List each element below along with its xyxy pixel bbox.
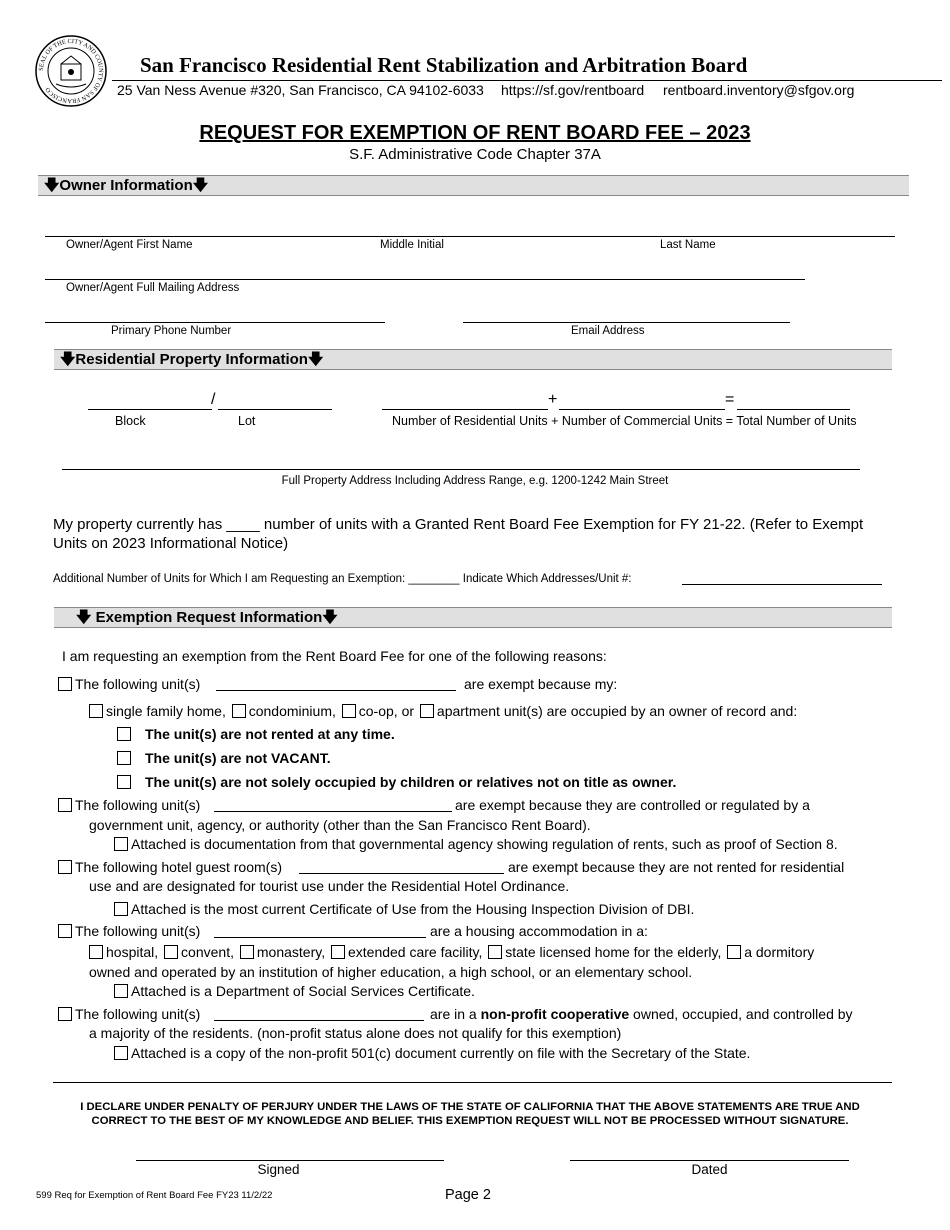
reason-cooperative-checkbox[interactable] (58, 1007, 72, 1021)
reason-hotel-label: The following hotel guest room(s) (75, 859, 282, 875)
last-name-label: Last Name (660, 239, 716, 251)
page-number: Page 2 (445, 1187, 491, 1203)
reason-owner-occupied-label: The following unit(s) (75, 676, 201, 692)
additional-units-text: Additional Number of Units for Which I am Requesting an Exemption: ________ Indicate Which Addresses/Unit #: (53, 573, 632, 585)
signature-field[interactable] (136, 1160, 444, 1161)
property-section-header: 🡇Residential Property Information🡇 (54, 349, 892, 370)
reason-hotel-row (58, 859, 282, 875)
apartment-label: apartment unit(s) are occupied by an owner of record and: (436, 703, 798, 719)
not-relatives-label: The unit(s) are not solely occupied by children or relatives not on title as owner. (145, 774, 677, 790)
reason-hotel-checkbox[interactable] (58, 860, 72, 874)
hospital-label: hospital, (106, 944, 159, 960)
reason-housing-accommodation-label: The following unit(s) (75, 923, 201, 939)
first-name-label: Owner/Agent First Name (66, 239, 193, 251)
unit-number-field[interactable] (682, 584, 882, 585)
lot-label: Lot (238, 414, 256, 428)
cooperative-attachment-label: Attached is a copy of the non-profit 501(c) document currently on file with the Secretary of the State. (131, 1045, 751, 1061)
header-rule (112, 80, 942, 81)
plus-sign: + (548, 391, 558, 408)
reason-government-label-2: are exempt because they are controlled or regulated by a (455, 797, 810, 813)
not-vacant-row (117, 750, 331, 766)
property-address-field[interactable] (62, 469, 860, 470)
reason-owner-occupied-row (58, 676, 200, 692)
reason-housing-accommodation-checkbox[interactable] (58, 924, 72, 938)
cooperative-attachment-checkbox[interactable] (114, 1046, 128, 1060)
middle-initial-label: Middle Initial (380, 239, 444, 251)
city-seal-icon (34, 34, 108, 108)
block-field[interactable] (88, 409, 212, 410)
not-vacant-label: The unit(s) are not VACANT. (145, 750, 331, 766)
email-field[interactable] (463, 322, 790, 323)
cooperative-attachment-row (114, 1045, 750, 1061)
phone-label: Primary Phone Number (111, 325, 232, 337)
block-lot-separator: / (211, 391, 216, 408)
facility-type-label-3: owned and operated by an institution of higher education, a high school, or an elementary school. (89, 964, 693, 980)
not-rented-label: The unit(s) are not rented at any time. (145, 726, 395, 742)
reason-cooperative-label: The following unit(s) (75, 1006, 201, 1022)
government-attachment-label: Attached is documentation from that governmental agency showing regulation of rents, such as proof of Section 8. (131, 836, 838, 852)
social-services-attachment-row (114, 983, 475, 999)
units-label: Number of Residential Units + Number of Commercial Units = Total Number of Units (392, 414, 857, 428)
declaration-line-1: I DECLARE UNDER PENALTY OF PERJURY UNDER THE LAWS OF THE STATE OF CALIFORNIA THAT THE ABOVE STATEMENTS ARE TRUE AND (80, 1101, 860, 1113)
form-title: REQUEST FOR EXEMPTION OF RENT BOARD FEE – 2023 (199, 122, 751, 144)
reason-cooperative-label-3: a majority of the residents. (non-profit status alone does not qualify for this exemption) (89, 1025, 622, 1041)
condominium-checkbox[interactable] (232, 704, 246, 718)
exemption-intro: I am requesting an exemption from the Rent Board Fee for one of the following reasons: (62, 648, 607, 664)
single-family-checkbox[interactable] (89, 704, 103, 718)
dormitory-label: a dormitory (744, 944, 815, 960)
government-attachment-row (114, 836, 838, 852)
form-identifier: 599 Req for Exemption of Rent Board Fee FY23 11/2/22 (36, 1190, 273, 1201)
residential-units-field[interactable] (382, 409, 548, 410)
phone-field[interactable] (45, 322, 385, 323)
government-units-field[interactable] (214, 811, 452, 812)
granted-exemption-text: My property currently has ____ number of units with a Granted Rent Board Fee Exemption for FY 21-22. (Refer to Exempt (53, 516, 864, 533)
cooperative-text-c: owned, occupied, and controlled by (633, 1006, 853, 1022)
not-relatives-checkbox[interactable] (117, 775, 131, 789)
lot-field[interactable] (218, 409, 332, 410)
property-type-row (89, 703, 797, 719)
section-divider (53, 1082, 892, 1083)
government-attachment-checkbox[interactable] (114, 837, 128, 851)
reason-government-checkbox[interactable] (58, 798, 72, 812)
hotel-rooms-field[interactable] (299, 873, 504, 874)
convent-checkbox[interactable] (164, 945, 178, 959)
monastery-label: monastery, (256, 944, 326, 960)
reason-housing-accommodation-label-2: are a housing accommodation in a: (430, 923, 648, 939)
elderly-home-checkbox[interactable] (488, 945, 502, 959)
reason-government-label-3: government unit, agency, or authority (other than the San Francisco Rent Board). (89, 817, 591, 833)
equals-sign: = (725, 391, 735, 408)
condominium-label: condominium, (248, 703, 336, 719)
social-services-attachment-label: Attached is a Department of Social Services Certificate. (131, 983, 475, 999)
elderly-home-label: state licensed home for the elderly, (505, 944, 722, 960)
not-rented-row (117, 726, 395, 742)
board-website-link[interactable]: https://sf.gov/rentboard (501, 82, 645, 98)
seal-lettering: SEAL OF THE CITY AND COUNTY OF SAN FRANCISCO (37, 37, 105, 105)
board-email-link[interactable]: rentboard.inventory@sfgov.org (663, 82, 855, 98)
granted-exemption-text-2: Units on 2023 Informational Notice) (53, 535, 289, 552)
commercial-units-field[interactable] (559, 409, 725, 410)
cooperative-text-a: are in a (430, 1006, 477, 1022)
hotel-attachment-label: Attached is the most current Certificate of Use from the Housing Inspection Division of DBI. (131, 901, 695, 917)
extended-care-label: extended care facility, (347, 944, 483, 960)
reason-owner-occupied-label-2: are exempt because my: (464, 676, 618, 692)
signed-label: Signed (257, 1162, 300, 1177)
social-services-attachment-checkbox[interactable] (114, 984, 128, 998)
extended-care-checkbox[interactable] (331, 945, 345, 959)
owner-name-field[interactable] (45, 236, 895, 237)
hotel-attachment-checkbox[interactable] (114, 902, 128, 916)
owner-section-header: 🡇Owner Information🡇 (38, 175, 909, 196)
exemption-section-header: 🡇 Exemption Request Information🡇 (54, 607, 892, 628)
board-name: San Francisco Residential Rent Stabilization and Arbitration Board (140, 53, 748, 77)
hotel-attachment-row (114, 901, 694, 917)
board-address: 25 Van Ness Avenue #320, San Francisco, CA 94102-6033 (117, 82, 484, 98)
apartment-checkbox[interactable] (420, 704, 434, 718)
reason-housing-accommodation-row (58, 923, 200, 939)
reason-government-row (58, 797, 200, 813)
single-family-label: single family home, (106, 703, 226, 719)
cooperative-text-bold: non-profit cooperative (480, 1006, 630, 1022)
facility-type-row (89, 944, 814, 960)
monastery-checkbox[interactable] (240, 945, 254, 959)
reason-hotel-label-2: are exempt because they are not rented for residential (508, 859, 845, 875)
co-op-label: co-op, or (358, 703, 415, 719)
email-label: Email Address (571, 325, 645, 337)
reason-government-label: The following unit(s) (75, 797, 201, 813)
dormitory-checkbox[interactable] (727, 945, 741, 959)
property-address-label: Full Property Address Including Address Range, e.g. 1200-1242 Main Street (281, 475, 669, 487)
block-label: Block (115, 414, 146, 428)
declaration-line-2: CORRECT TO THE BEST OF MY KNOWLEDGE AND BELIEF. THIS EXEMPTION REQUEST WILL NOT BE PROCESSED WITHOUT SIGNATURE. (91, 1115, 849, 1127)
not-rented-checkbox[interactable] (117, 727, 131, 741)
reason-cooperative-label-2 (430, 1006, 853, 1022)
convent-label: convent, (181, 944, 234, 960)
not-relatives-row (117, 774, 676, 790)
mailing-address-field[interactable] (45, 279, 805, 280)
mailing-address-label: Owner/Agent Full Mailing Address (66, 282, 240, 294)
reason-owner-occupied-checkbox[interactable] (58, 677, 72, 691)
co-op-checkbox[interactable] (342, 704, 356, 718)
owner-occupied-units-field[interactable] (216, 690, 456, 691)
dated-label: Dated (691, 1162, 728, 1177)
reason-cooperative-row (58, 1006, 200, 1022)
total-units-field[interactable] (737, 409, 850, 410)
not-vacant-checkbox[interactable] (117, 751, 131, 765)
date-field[interactable] (570, 1160, 849, 1161)
reason-hotel-label-3: use and are designated for tourist use under the Residential Hotel Ordinance. (89, 878, 570, 894)
form-subtitle: S.F. Administrative Code Chapter 37A (349, 146, 601, 163)
housing-accommodation-units-field[interactable] (214, 937, 426, 938)
hospital-checkbox[interactable] (89, 945, 103, 959)
cooperative-units-field[interactable] (214, 1020, 424, 1021)
